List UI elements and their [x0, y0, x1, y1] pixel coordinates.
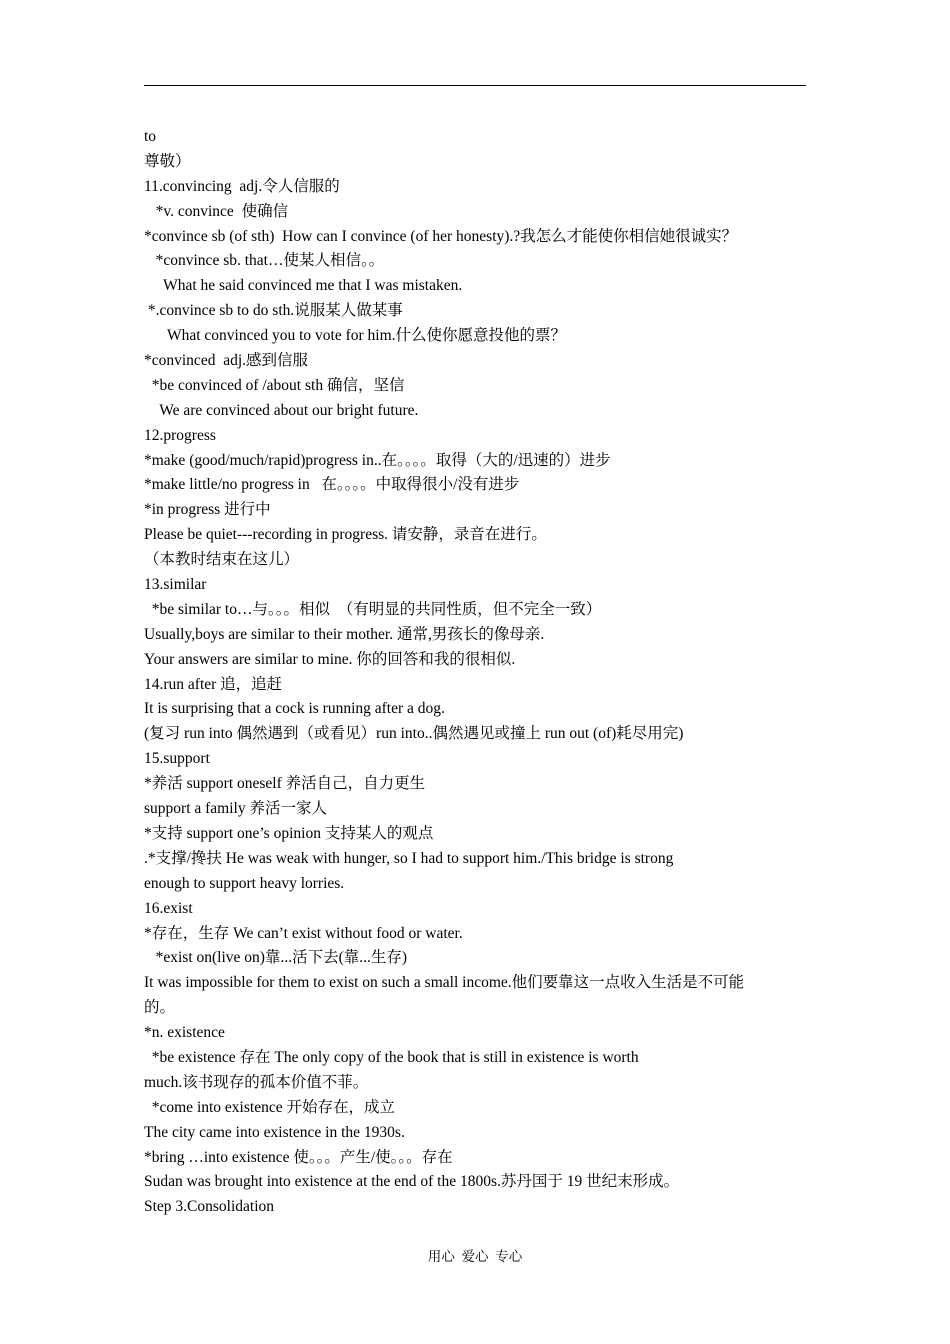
document-body [144, 125, 808, 1220]
text-line: .*支撑/搀扶 He was weak with hunger, so I had to support him./This bridge is strong [144, 849, 674, 867]
text-line: much.该书现存的孤本价值不菲。 [144, 1073, 369, 1091]
text-line: *be existence 存在 The only copy of the book that is still in existence is worth [144, 1048, 639, 1066]
text-line: 15.support [144, 750, 210, 768]
text-line: *支持 support one’s opinion 支持某人的观点 [144, 824, 434, 842]
text-line: *make little/no progress in 在。。。。中取得很小/没有进步 [144, 476, 520, 494]
text-line: to [144, 128, 157, 145]
text-line: The city came into existence in the 1930s. [144, 1123, 405, 1141]
text-line: *convince sb (of sth) How can I convince (of her honesty).?我怎么才能使你相信她很诚实？ [144, 227, 738, 245]
text-line: （本教时结束在这儿） [144, 551, 300, 569]
text-line: It is surprising that a cock is running after a dog. [144, 700, 445, 718]
text-line: 16.exist [144, 899, 193, 917]
text-line: *存在，生存 We can’t exist without food or water. [144, 924, 463, 942]
text-line: support a family 养活一家人 [144, 800, 327, 818]
text-line: It was impossible for them to exist on such a small income.他们要靠这一点收入生活是不可能 [144, 974, 745, 992]
text-line: *come into existence 开始存在，成立 [144, 1098, 395, 1116]
text-line: *convince sb. that…使某人相信。。 [144, 252, 385, 270]
text-line: *be similar to…与。。。相似 （有明显的共同性质，但不完全一致） [144, 600, 602, 618]
text-line: What he said convinced me that I was mistaken. [144, 277, 463, 295]
text-line: *in progress 进行中 [144, 501, 271, 519]
text-line: Step 3.Consolidation [144, 1198, 275, 1216]
text-line: 11.convincing adj.令人信服的 [144, 177, 340, 195]
header-rule [144, 85, 806, 86]
text-line: *养活 support oneself 养活自己，自力更生 [144, 775, 426, 793]
text-line: Usually,boys are similar to their mother. 通常,男孩长的像母亲. [144, 625, 545, 643]
text-line: Your answers are similar to mine. 你的回答和我的很相似. [144, 650, 516, 668]
text-line: 14.run after 追，追赶 [144, 675, 283, 693]
text-line: *convinced adj.感到信服 [144, 352, 309, 370]
text-line: *make (good/much/rapid)progress in..在。。。。取得（大的/迅速的）进步 [144, 451, 611, 469]
text-line: *be convinced of /about sth 确信，坚信 [144, 376, 405, 394]
page-footer: 用心 爱心 专心 [427, 1249, 523, 1264]
text-line: 12.progress [144, 426, 216, 444]
text-line: 13.similar [144, 576, 207, 594]
text-line: Please be quiet---recording in progress. 请安静，录音在进行。 [144, 526, 547, 544]
text-line: *bring …into existence 使。。。产生/使。。。存在 [144, 1148, 453, 1166]
text-line: *v. convince 使确信 [144, 202, 289, 220]
text-line: *.convince sb to do sth.说服某人做某事 [144, 302, 403, 320]
text-line: enough to support heavy lorries. [144, 874, 345, 892]
text-line: (复习 run into 偶然遇到（或看见）run into..偶然遇见或撞上 run out (of)耗尽用完) [144, 725, 684, 743]
text-line: 尊敬） [144, 152, 191, 170]
text-line: Sudan was brought into existence at the end of the 1800s.苏丹国于 19 世纪末形成。 [144, 1173, 680, 1191]
text-line: 的。 [144, 999, 176, 1017]
text-line: *n. existence [144, 1024, 225, 1042]
text-line: *exist on(live on)靠...活下去(靠...生存) [144, 949, 408, 967]
text-line: What convinced you to vote for him.什么使你愿意投他的票？ [144, 327, 567, 345]
text-line: We are convinced about our bright future. [144, 401, 419, 419]
